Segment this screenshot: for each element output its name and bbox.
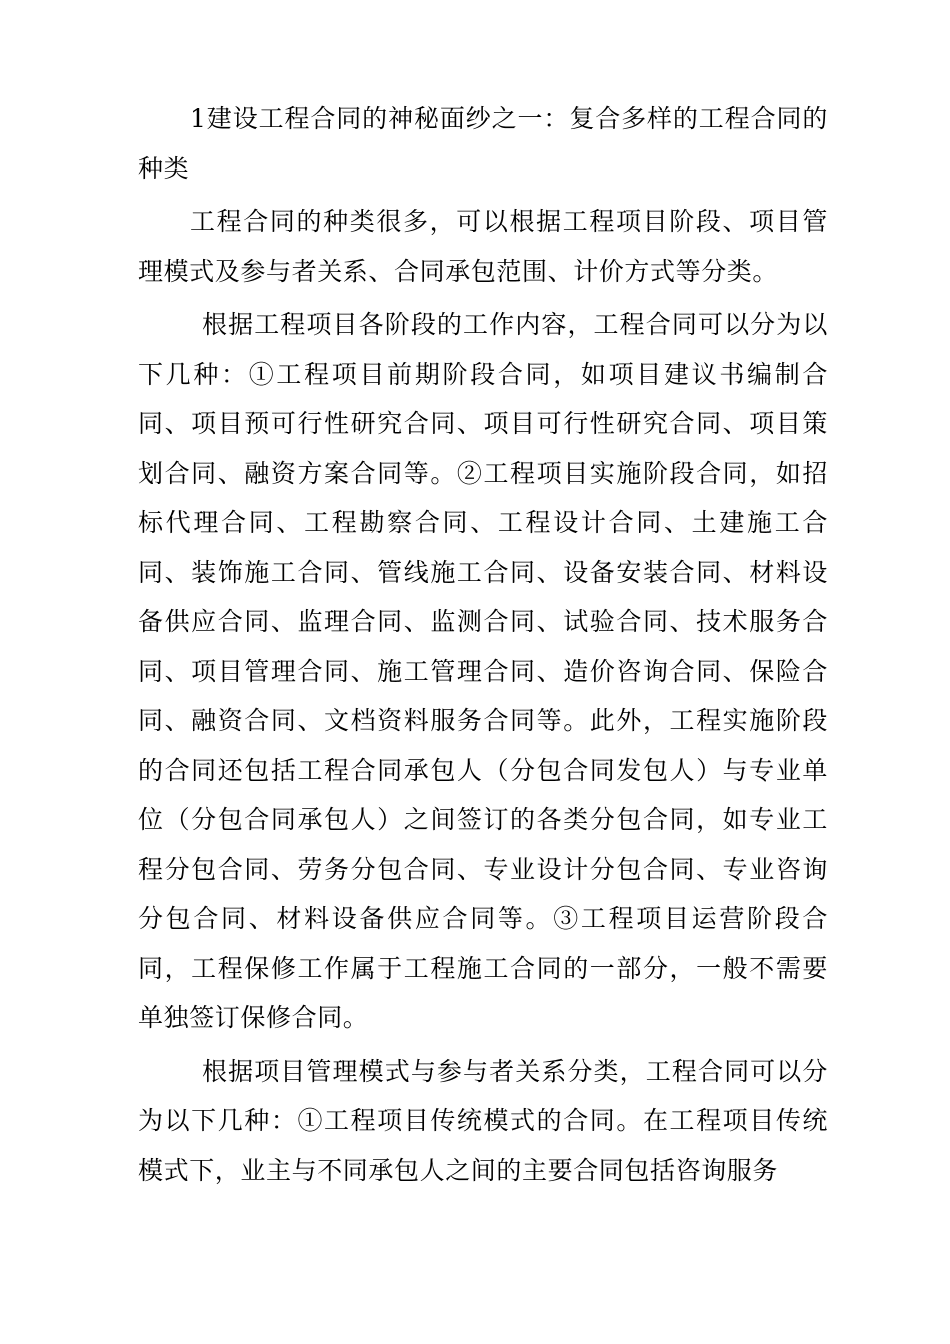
document-body xyxy=(138,94,828,1199)
section-heading: 1建设工程合同的神秘面纱之一：复合多样的工程合同的种类 xyxy=(138,104,828,183)
paragraph-by-stage: 根据工程项目各阶段的工作内容，工程合同可以分为以下几种：①工程项目前期阶段合同，如项目建议书编制合同、项目预可行性研究合同、项目可行性研究合同、项目策划合同、融资方案合同等。②工程项目实施阶段合同，如招标代理合同、工程勘察合同、工程设计合同、土建施工合同、装饰施工合同、管线施工合同、设备安装合同、材料设备供应合同、监理合同、监测合同、试验合同、技术服务合同、项目管理合同、施工管理合同、造价咨询合同、保险合同、融资合同、文档资料服务合同等。此外，工程实施阶段的合同还包括工程合同承包人（分包合同发包人）与专业单位（分包合同承包人）之间签订的各类分包合同，如专业工程分包合同、劳务分包合同、专业设计分包合同、专业咨询分包合同、材料设备供应合同等。③工程项目运营阶段合同，工程保修工作属于工程施工合同的一部分，一般不需要单独签订保修合同。 xyxy=(138,310,828,1032)
paragraph-intro: 工程合同的种类很多，可以根据工程项目阶段、项目管理模式及参与者关系、合同承包范围、计价方式等分类。 xyxy=(138,207,828,286)
paragraph-by-management-mode: 根据项目管理模式与参与者关系分类，工程合同可以分为以下几种：①工程项目传统模式的合同。在工程项目传统模式下，业主与不同承包人之间的主要合同包括咨询服务 xyxy=(138,1056,828,1185)
